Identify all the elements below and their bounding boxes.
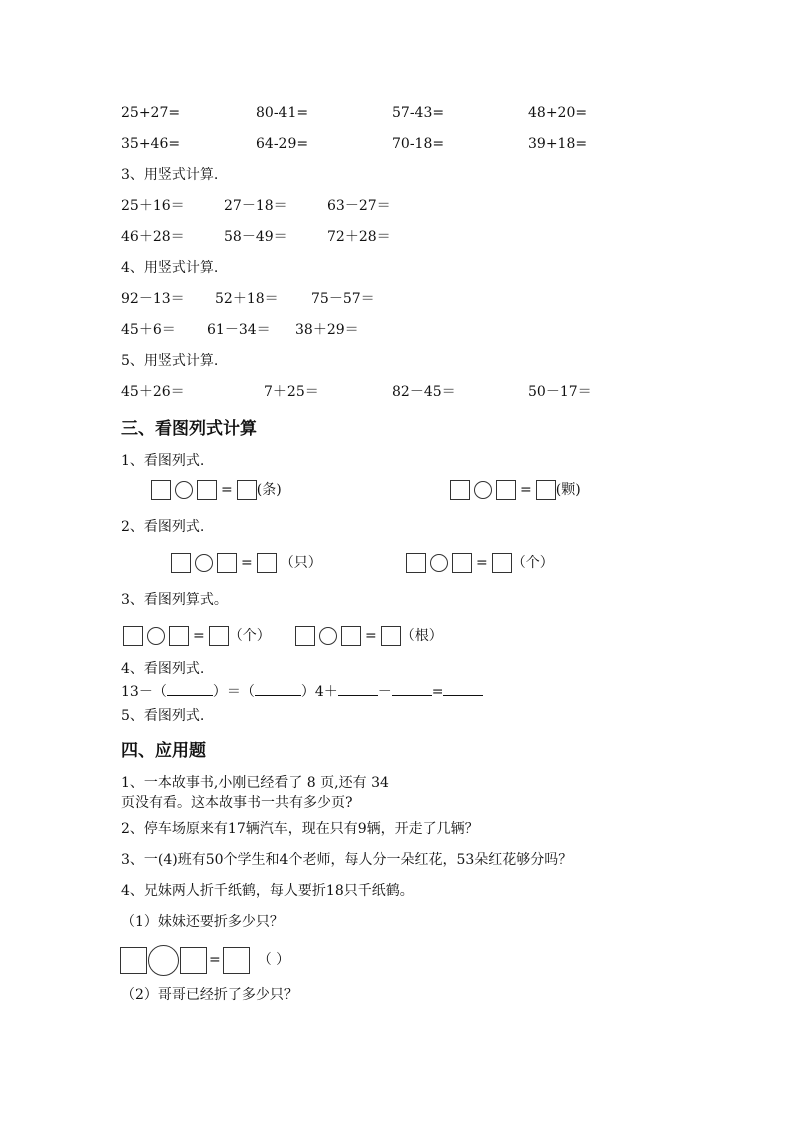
word-problem: 4、兄妹两人折千纸鹤，每人要折18只千纸鹤。 (121, 883, 414, 899)
exercise: 58－49＝ (224, 229, 288, 245)
answer-box[interactable] (341, 626, 361, 646)
exercise: 80-41= (256, 105, 309, 121)
answer-box[interactable] (496, 480, 516, 500)
sub-question: （1）妹妹还要折多少只？ (121, 914, 284, 930)
equals-sign: = (365, 628, 377, 644)
equation-template (171, 551, 322, 575)
equals-sign: = (221, 482, 233, 498)
blank-line[interactable] (338, 681, 378, 696)
exercise: 92－13＝ (121, 291, 185, 307)
answer-box[interactable] (197, 480, 217, 500)
exercise: 39+18= (528, 136, 588, 152)
answer-box[interactable] (381, 626, 401, 646)
exercise: 35+46= (121, 136, 181, 152)
answer-box[interactable] (169, 626, 189, 646)
answer-box[interactable] (151, 480, 171, 500)
question-title: 4、用竖式计算. (121, 260, 219, 276)
equals-sign: = (193, 628, 205, 644)
word-problem: 1、一本故事书,小刚已经看了 8 页,还有 34 (121, 775, 389, 791)
operator-circle[interactable] (195, 554, 213, 572)
answer-box[interactable] (217, 553, 237, 573)
operator-circle[interactable] (148, 945, 179, 976)
answer-box[interactable] (123, 626, 143, 646)
equation-template (120, 943, 290, 977)
answer-box[interactable] (406, 553, 426, 573)
unit-label: （个） (228, 628, 271, 644)
equation-text: = (431, 684, 444, 700)
question-title: 3、看图列算式。 (121, 592, 228, 608)
exercise: 52＋18＝ (215, 291, 279, 307)
unit-label: （根） (400, 628, 443, 644)
exercise: 25+27= (121, 105, 181, 121)
fill-in-equation (121, 681, 483, 701)
answer-box[interactable] (180, 947, 207, 974)
equation-template (295, 624, 443, 648)
unit-label: （只） (279, 555, 322, 571)
question-title: 5、用竖式计算. (121, 353, 219, 369)
operator-circle[interactable] (430, 554, 448, 572)
operator-circle[interactable] (319, 627, 337, 645)
exercise: 7＋25＝ (264, 384, 319, 400)
operator-circle[interactable] (474, 481, 492, 499)
exercise: 45＋6＝ (121, 322, 176, 338)
equation-text: 13－（ (121, 684, 167, 700)
blank-line[interactable] (167, 681, 213, 696)
equation-template (406, 551, 554, 575)
answer-box[interactable] (452, 553, 472, 573)
exercise: 64-29= (256, 136, 309, 152)
question-title: 2、看图列式. (121, 519, 205, 535)
exercise: 46＋28＝ (121, 229, 185, 245)
answer-box[interactable] (492, 553, 512, 573)
question-title: 4、看图列式. (121, 661, 205, 677)
section-heading: 三、看图列式计算 (121, 419, 257, 439)
question-title: 3、用竖式计算. (121, 167, 219, 183)
exercise: 38＋29＝ (295, 322, 359, 338)
exercise: 70-18= (392, 136, 445, 152)
unit-label: (条) (256, 482, 282, 498)
equals-sign: = (241, 555, 253, 571)
answer-box[interactable] (223, 947, 250, 974)
exercise: 48+20= (528, 105, 588, 121)
equation-text: ）4＋ (300, 684, 338, 700)
unit-label: (颗) (555, 482, 581, 498)
unit-label: （个） (511, 555, 554, 571)
unit-label: （ ） (257, 952, 291, 968)
answer-box[interactable] (209, 626, 229, 646)
blank-line[interactable] (255, 681, 301, 696)
equation-template (151, 478, 282, 502)
exercise: 27－18＝ (224, 198, 288, 214)
word-problem: 页没有看。这本故事书一共有多少页? (121, 795, 353, 811)
section-heading: 四、应用题 (121, 741, 206, 761)
exercise: 57-43= (392, 105, 445, 121)
equals-sign: = (476, 555, 488, 571)
exercise: 72＋28＝ (327, 229, 391, 245)
question-title: 1、看图列式. (121, 453, 205, 469)
sub-question: （2）哥哥已经折了多少只？ (121, 987, 298, 1003)
word-problem: 2、停车场原来有17辆汽车，现在只有9辆，开走了几辆？ (121, 821, 479, 837)
blank-line[interactable] (443, 681, 483, 696)
answer-box[interactable] (536, 480, 556, 500)
exercise: 25＋16＝ (121, 198, 185, 214)
operator-circle[interactable] (175, 481, 193, 499)
answer-box[interactable] (237, 480, 257, 500)
answer-box[interactable] (295, 626, 315, 646)
answer-box[interactable] (120, 947, 147, 974)
exercise: 61－34＝ (207, 322, 271, 338)
equation-template (450, 478, 581, 502)
exercise: 82－45＝ (392, 384, 456, 400)
equation-template (123, 624, 271, 648)
answer-box[interactable] (257, 553, 277, 573)
exercise: 75－57＝ (311, 291, 375, 307)
answer-box[interactable] (450, 480, 470, 500)
question-title: 5、看图列式. (121, 708, 205, 724)
exercise: 50－17＝ (528, 384, 592, 400)
equals-sign: = (520, 482, 532, 498)
exercise: 45＋26＝ (121, 384, 185, 400)
answer-box[interactable] (171, 553, 191, 573)
blank-line[interactable] (392, 681, 432, 696)
equals-sign: = (209, 952, 221, 968)
equation-text: － (377, 684, 392, 700)
word-problem: 3、一(4)班有50个学生和4个老师，每人分一朵红花，53朵红花够分吗？ (121, 852, 573, 868)
exercise: 63－27＝ (327, 198, 391, 214)
equation-text: ）＝（ (212, 684, 255, 700)
operator-circle[interactable] (147, 627, 165, 645)
